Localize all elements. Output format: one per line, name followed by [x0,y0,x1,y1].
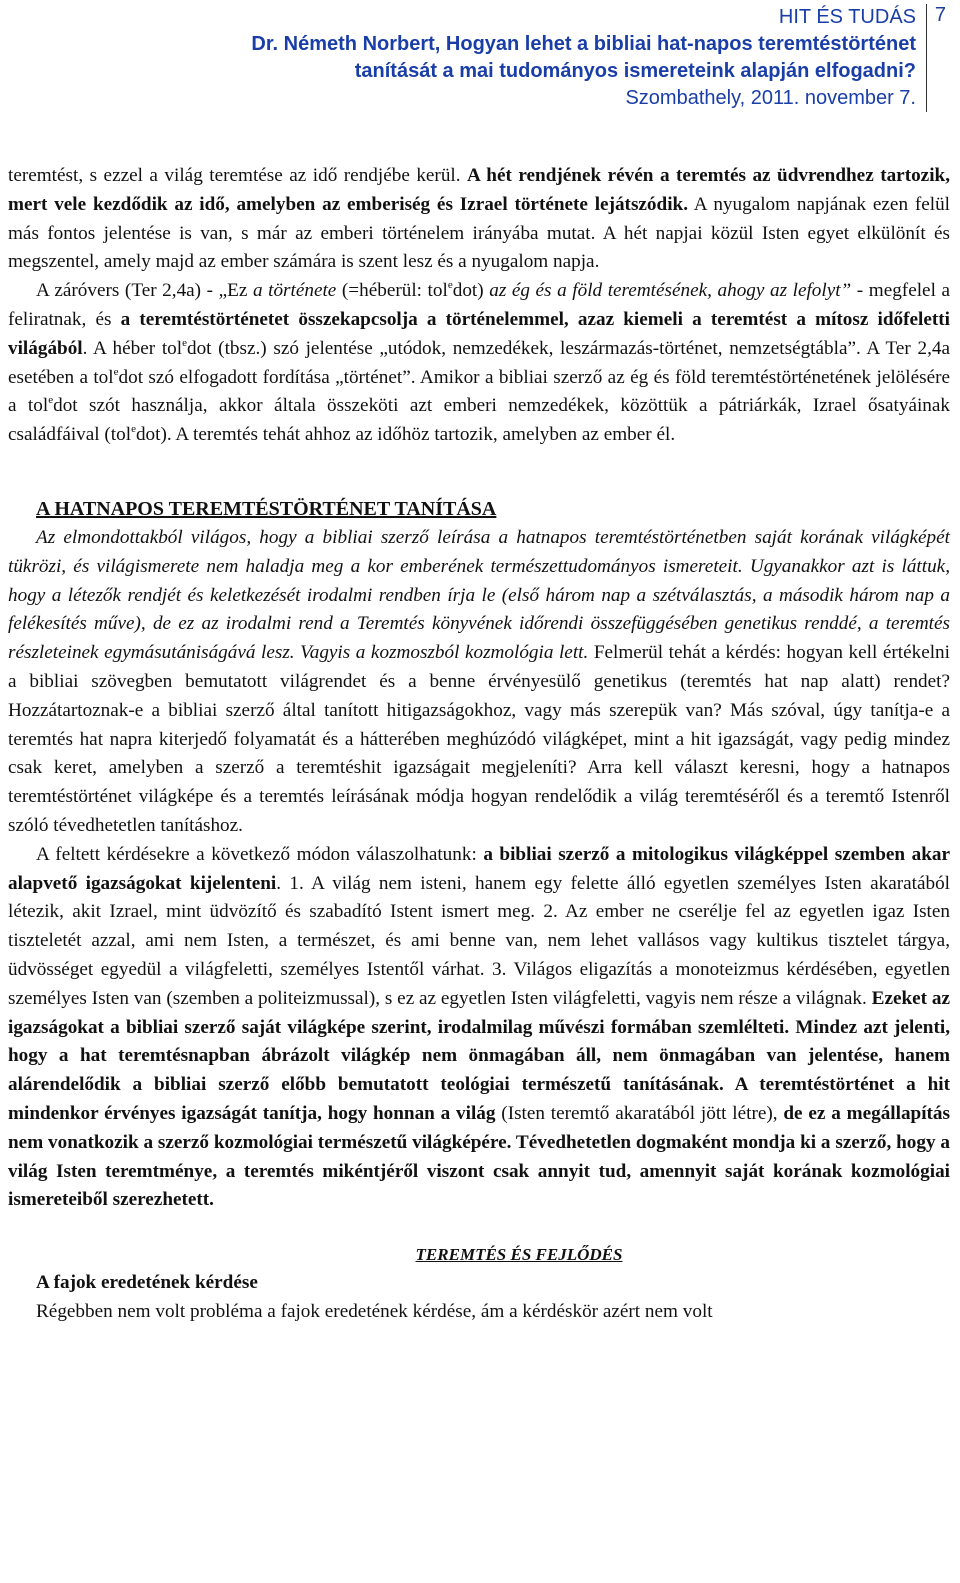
paragraph-1: teremtést, s ezzel a világ teremtése az idő rendjébe kerül. A hét rendjének révén a teremtés az üdvrendhez tartozik, mert vele kezdődik az idő, amelyben az emberiség és Izrael története lejátszódik. A nyugalom napjának ezen felül más fontos jelentése is van, s már az emberi történelem irányába mutat. A hét napjai közül Isten egyet elkülönít és megszentel, amely majd az ember számára is szent lesz és a nyugalom napja. [8,165,950,273]
section-heading: A HATNAPOS TEREMTÉSTÖRTÉNET TANÍTÁSA [36,497,497,520]
subsection-heading: TEREMTÉS ÉS FEJLŐDÉS [415,1245,623,1265]
paragraph-3: Az elmondottakból világos, hogy a bibliai szerző leírása a hatnapos teremtéstörténetben saját korának világképét tükrözi, és világismerete nem haladja meg a kor emberének természettudományos ismereteit. Ugyanakkor azt is láttuk, hogy a létezők rendjét és keletkezését irodalmi rendben írja le (első három nap a szétválasztás, a második három nap a felékesítés műve), de ez az irodalmi rend a Teremtés könyvének időrendi összefüggésében genetikus renddé, a teremtés részleteinek egymásutániságává lesz. Vagyis a kozmoszból kozmológia lett. Felmerül tehát a kérdés: hogyan kell értékelni a bibliai szövegben bemutatott világrendet és a benne érvényesülő genetikus (teremtés hat nap alatt) rendet? Hozzátartoznak-e a bibliai szerző által tanított hitigazságokhoz, vagy más szerepük van? Más szóval, úgy tanítja-e a teremtés hat napra kiterjedő folyamatát és a hátterében meghúzódó világképet, mint a hit igazságát, vagy pedig mindez csak keret, amelyben a szerző a teremtéshit igazságait megjeleníti? Arra kell választ keresni, hogy a hatnapos teremtéstörténet világképe és a teremtés leírásának módja hogyan rendelődik a világ teremtéséről és a teremtő Istenről szóló tévedhetetlen tanításhoz. [8,526,950,836]
paragraph-4: A feltett kérdésekre a következő módon válaszolhatunk: a bibliai szerző a mitologikus világképpel szemben akar alapvető igazságokat kijelenteni. 1. A világ nem isteni, hanem egy felette álló egyetlen személyes Isten akaratából létezik, akit Izrael, mint üdvözítő és szabadító Istent ismert meg. 2. Az ember ne cserélje fel az egyetlen igaz Isten tiszteletét azzal, ami nem Isten, a természet, és ami benne van, nem lehet vallásos vagy kultikus tisztelet tárgya, üdvösséget egyedül a világfeletti, személyes Istentől várhat. 3. Világos eligazítás a monoteizmus kérdésében, egyetlen személyes Isten van (szemben a politeizmussal), s ez az egyetlen Isten világfeletti, vagyis nem része a világnak. Ezeket az igazságokat a bibliai szerző saját világképe szerint, irodalmilag művészi formában szemlélteti. Mindez azt jelenti, hogy a hat teremtésnapban ábrázolt világkép nem önmagában áll, nem önmagában van jelentése, hanem alárendelődik a bibliai szerző előbb bemutatott teológiai természetű tanításának. A teremtéstörténet a hit mindenkor érvényes igazságát tanítja, hogy honnan a világ (Isten teremtő akaratából jött létre), de ez a megállapítás nem vonatkozik a szerző kozmológiai természetű világképére. Tévedhetetlen dogmaként mondja ki a szerző, hogy a világ Isten teremtménye, a teremtés mikéntjéről viszont csak annyit tud, amennyit saját korának kozmológiai ismereteiből szerezhetett. [8,843,950,1211]
header-journal-title: HIT ÉS TUDÁS [778,6,916,28]
header-author-title: Dr. Németh Norbert, Hogyan lehet a bibliai hat-napos teremtéstörténet [251,33,916,55]
header-divider [926,4,927,112]
emphasis: A hét rendjének révén a teremtés az üdvrendhez tartozik, mert vele kezdődik az idő, amelyben az emberiség és Izrael története lejátszódik. [8,165,950,215]
header-place-date: Szombathely, 2011. november 7. [625,87,916,109]
emphasis: a teremtéstörténetet összekapcsolja a történelemmel, azaz kiemeli a teremtést a mítosz időfeletti világából [8,308,950,359]
header-text [56,4,916,112]
paragraph-2: A záróvers (Ter 2,4a) - „Ez a története (=héberül: tol$^e$dot) az ég és a föld teremtésének, ahogy az lefolyt” - megfelel a feliratnak, és a teremtéstörténetet összekapcsolja a történelemmel, azaz kiemeli a teremtést a mítosz időfeletti világából. A héber tol$^e$dot (tbsz.) szó jelentése „utódok, nemzedékek, leszármazás-történet, nemzetségtábla”. A Ter 2,4a esetében a tol$^e$dot szó elfogadott fordítása „történet”. Amikor a bibliai szerző az ég és föld teremtéstörténetének jelölésére a tol$^e$dot szót használja, akkor általa összeköti azt emberi nemzedékek, közöttük a pátriárkák, Izrael ősatyáinak családfáival (tol$^e$dot). A teremtés tehát ahhoz az időhöz tartozik, amelyben az ember él. [8,279,951,446]
page-number: 7 [934,4,946,26]
document-body [8,162,950,1327]
superscript: e [447,279,453,292]
subsubsection-heading: A fajok eredetének kérdése [36,1272,258,1294]
header-title-continued: tanítását a mai tudományos ismereteink alapján elfogadni? [354,60,916,82]
page-header [0,4,960,116]
paragraph-5: Régebben nem volt probléma a fajok eredetének kérdése, ám a kérdéskör azért nem volt [36,1300,713,1322]
